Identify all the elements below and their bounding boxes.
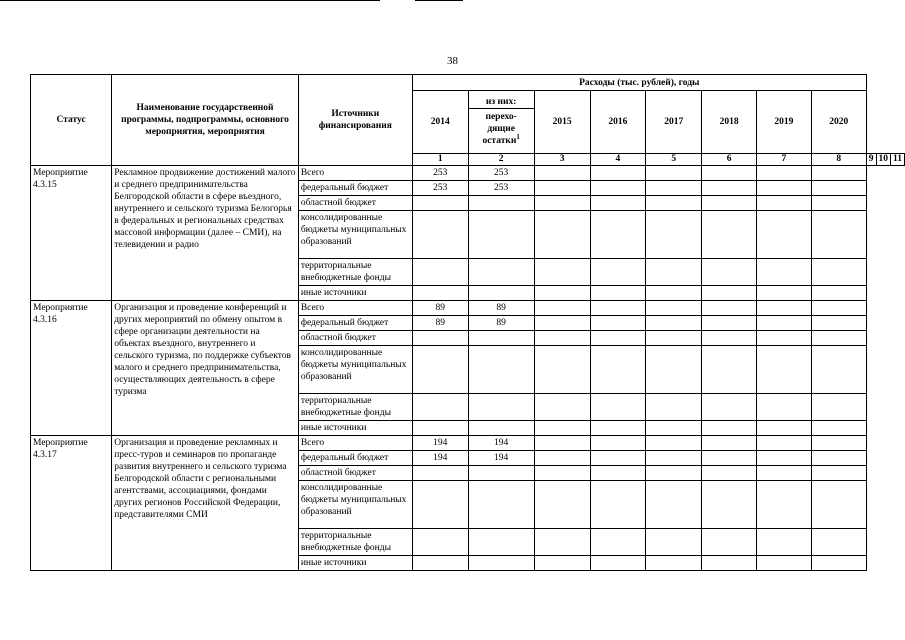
col-num: 11: [891, 154, 905, 166]
value-2018: [702, 259, 757, 286]
value-2015: [534, 346, 590, 394]
value-2017: [646, 436, 702, 451]
value-2018: [702, 316, 757, 331]
value-carryover: [468, 394, 534, 421]
value-2018: [702, 211, 757, 259]
value-2017: [646, 451, 702, 466]
value-2020: [811, 394, 866, 421]
funding-source: федеральный бюджет: [298, 451, 412, 466]
value-carryover: 194: [468, 451, 534, 466]
value-2016: [590, 394, 646, 421]
value-carryover: 194: [468, 436, 534, 451]
value-2015: [534, 556, 590, 571]
value-2016: [590, 211, 646, 259]
value-2016: [590, 331, 646, 346]
table-row: [31, 166, 905, 181]
funding-source: консолидированные бюджеты муниципальных образований: [298, 211, 412, 259]
value-2016: [590, 166, 646, 181]
value-2016: [590, 466, 646, 481]
value-2015: [534, 166, 590, 181]
col-num: 3: [534, 154, 590, 166]
value-2015: [534, 421, 590, 436]
value-2018: [702, 331, 757, 346]
header-of-which: из них:: [469, 96, 534, 109]
value-2019: [756, 481, 811, 529]
header-expenses: Расходы (тыс. рублей), годы: [412, 75, 866, 91]
col-num: 9: [866, 154, 876, 166]
funding-source: областной бюджет: [298, 466, 412, 481]
top-rule-right: [415, 0, 463, 1]
funding-source: Всего: [298, 166, 412, 181]
value-2016: [590, 259, 646, 286]
value-2017: [646, 286, 702, 301]
funding-source: иные источники: [298, 556, 412, 571]
value-2015: [534, 196, 590, 211]
value-2014: 89: [412, 301, 468, 316]
measure-name: Организация и проведение конференций и других мероприятий по обмену опытом в сфере организации деятельности на объектах въездного, внутреннего и сельского туризма, по поддержке субъектов малого и среднего предпринимательства, осуществляющих деятельность в сфере туризма: [112, 301, 299, 436]
value-2016: [590, 556, 646, 571]
value-2019: [756, 436, 811, 451]
col-num: 1: [412, 154, 468, 166]
measure-status: Мероприятие 4.3.15: [31, 166, 112, 301]
value-2020: [811, 331, 866, 346]
funding-source: федеральный бюджет: [298, 181, 412, 196]
value-2020: [811, 529, 866, 556]
value-2014: [412, 529, 468, 556]
funding-source: территориальные внебюджетные фонды: [298, 394, 412, 421]
value-2020: [811, 556, 866, 571]
value-2014: 253: [412, 166, 468, 181]
value-2015: [534, 466, 590, 481]
value-2017: [646, 331, 702, 346]
value-2015: [534, 301, 590, 316]
value-2016: [590, 451, 646, 466]
value-2017: [646, 166, 702, 181]
col-num: 8: [811, 154, 866, 166]
value-2019: [756, 421, 811, 436]
value-2020: [811, 301, 866, 316]
funding-source: федеральный бюджет: [298, 316, 412, 331]
value-2015: [534, 286, 590, 301]
value-carryover: [468, 196, 534, 211]
funding-source: территориальные внебюджетные фонды: [298, 529, 412, 556]
col-num: 6: [702, 154, 757, 166]
footnote-mark: 1: [516, 132, 520, 141]
header-sources: Источники финансирования: [298, 75, 412, 166]
value-carryover: [468, 421, 534, 436]
header-year-2018: 2018: [702, 91, 757, 154]
value-2015: [534, 259, 590, 286]
value-2020: [811, 421, 866, 436]
value-2017: [646, 481, 702, 529]
funding-source: консолидированные бюджеты муниципальных образований: [298, 481, 412, 529]
value-2018: [702, 436, 757, 451]
value-2015: [534, 331, 590, 346]
value-carryover: [468, 466, 534, 481]
value-carryover: 253: [468, 166, 534, 181]
value-carryover: [468, 259, 534, 286]
value-2014: [412, 421, 468, 436]
budget-table: [30, 74, 905, 571]
value-2014: 194: [412, 436, 468, 451]
value-2020: [811, 436, 866, 451]
value-2018: [702, 466, 757, 481]
value-2019: [756, 316, 811, 331]
value-2015: [534, 181, 590, 196]
measure-status: Мероприятие 4.3.17: [31, 436, 112, 571]
measure-name: Рекламное продвижение достижений малого и среднего предпринимательства Белгородской области в сфере въездного, внутреннего и сельского туризма Белогорья в федеральных и региональных средствах массовой информации (далее – СМИ), на телевидении и радио: [112, 166, 299, 301]
funding-source: иные источники: [298, 286, 412, 301]
value-2019: [756, 301, 811, 316]
value-2019: [756, 394, 811, 421]
table-row: [31, 301, 905, 316]
funding-source: областной бюджет: [298, 196, 412, 211]
value-2018: [702, 394, 757, 421]
value-2019: [756, 556, 811, 571]
col-num: 2: [468, 154, 534, 166]
value-2014: 194: [412, 451, 468, 466]
value-2014: [412, 394, 468, 421]
value-2020: [811, 481, 866, 529]
value-2017: [646, 301, 702, 316]
value-2016: [590, 421, 646, 436]
value-2020: [811, 451, 866, 466]
top-rule-left: [0, 0, 380, 1]
value-carryover: [468, 211, 534, 259]
value-2017: [646, 421, 702, 436]
value-2017: [646, 316, 702, 331]
value-2019: [756, 259, 811, 286]
value-carryover: [468, 481, 534, 529]
value-carryover: 89: [468, 301, 534, 316]
value-2020: [811, 466, 866, 481]
value-2018: [702, 529, 757, 556]
value-2018: [702, 556, 757, 571]
value-2019: [756, 196, 811, 211]
value-2014: [412, 466, 468, 481]
measure-name: Организация и проведение рекламных и пресс-туров и семинаров по пропаганде развития внутреннего и сельского туризма Белгородской области с региональными агентствами, ассоциациями, фондами других регионов Российской Федерации, представителями СМИ: [112, 436, 299, 571]
value-2016: [590, 301, 646, 316]
value-2016: [590, 529, 646, 556]
value-2015: [534, 481, 590, 529]
funding-source: территориальные внебюджетные фонды: [298, 259, 412, 286]
header-year-2016: 2016: [590, 91, 646, 154]
value-2019: [756, 451, 811, 466]
value-2017: [646, 259, 702, 286]
col-num: 4: [590, 154, 646, 166]
header-year-2017: 2017: [646, 91, 702, 154]
value-2019: [756, 466, 811, 481]
value-2014: [412, 211, 468, 259]
value-2014: [412, 556, 468, 571]
value-2018: [702, 166, 757, 181]
value-2019: [756, 331, 811, 346]
value-2018: [702, 181, 757, 196]
value-2020: [811, 286, 866, 301]
value-2018: [702, 286, 757, 301]
value-2020: [811, 196, 866, 211]
value-2014: [412, 481, 468, 529]
value-2016: [590, 481, 646, 529]
value-2016: [590, 181, 646, 196]
value-2019: [756, 181, 811, 196]
funding-source: Всего: [298, 301, 412, 316]
col-num: 7: [756, 154, 811, 166]
value-carryover: [468, 529, 534, 556]
value-2020: [811, 316, 866, 331]
value-2020: [811, 181, 866, 196]
value-2020: [811, 346, 866, 394]
value-2019: [756, 286, 811, 301]
value-2018: [702, 481, 757, 529]
value-2018: [702, 421, 757, 436]
value-2015: [534, 529, 590, 556]
value-2014: [412, 259, 468, 286]
value-2016: [590, 346, 646, 394]
value-2019: [756, 211, 811, 259]
value-2014: [412, 346, 468, 394]
header-carryover-label: перехо- дящие остатки: [482, 112, 517, 146]
funding-source: консолидированные бюджеты муниципальных образований: [298, 346, 412, 394]
value-2018: [702, 196, 757, 211]
value-2016: [590, 196, 646, 211]
value-carryover: 253: [468, 181, 534, 196]
table-body: [31, 166, 905, 571]
value-2015: [534, 211, 590, 259]
value-2017: [646, 556, 702, 571]
value-2019: [756, 529, 811, 556]
col-num: 10: [876, 154, 891, 166]
table-row: [31, 436, 905, 451]
header-year-2020: 2020: [811, 91, 866, 154]
value-2017: [646, 466, 702, 481]
value-2017: [646, 529, 702, 556]
value-2017: [646, 346, 702, 394]
value-2018: [702, 346, 757, 394]
value-2017: [646, 211, 702, 259]
header-year-2015: 2015: [534, 91, 590, 154]
value-2020: [811, 211, 866, 259]
header-carryover: [468, 91, 534, 154]
value-2017: [646, 181, 702, 196]
value-2014: [412, 196, 468, 211]
funding-source: Всего: [298, 436, 412, 451]
header-name: Наименование государственной программы, подпрограммы, основного мероприятия, мероприятия: [112, 75, 299, 166]
value-2020: [811, 166, 866, 181]
page-number: 38: [447, 55, 458, 67]
value-carryover: 89: [468, 316, 534, 331]
value-2016: [590, 286, 646, 301]
value-2015: [534, 394, 590, 421]
value-2017: [646, 196, 702, 211]
measure-status: Мероприятие 4.3.16: [31, 301, 112, 436]
value-2017: [646, 394, 702, 421]
col-num: 5: [646, 154, 702, 166]
value-2014: 89: [412, 316, 468, 331]
value-2019: [756, 166, 811, 181]
value-2020: [811, 259, 866, 286]
value-2015: [534, 436, 590, 451]
value-2014: [412, 286, 468, 301]
value-carryover: [468, 331, 534, 346]
value-carryover: [468, 286, 534, 301]
header-status: Статус: [31, 75, 112, 166]
value-2018: [702, 301, 757, 316]
value-carryover: [468, 556, 534, 571]
value-2014: 253: [412, 181, 468, 196]
header-year-2014: 2014: [412, 91, 468, 154]
value-2015: [534, 316, 590, 331]
header-year-2019: 2019: [756, 91, 811, 154]
value-2019: [756, 346, 811, 394]
value-2015: [534, 451, 590, 466]
value-2014: [412, 331, 468, 346]
value-2016: [590, 436, 646, 451]
value-2016: [590, 316, 646, 331]
funding-source: иные источники: [298, 421, 412, 436]
funding-source: областной бюджет: [298, 331, 412, 346]
value-carryover: [468, 346, 534, 394]
value-2018: [702, 451, 757, 466]
